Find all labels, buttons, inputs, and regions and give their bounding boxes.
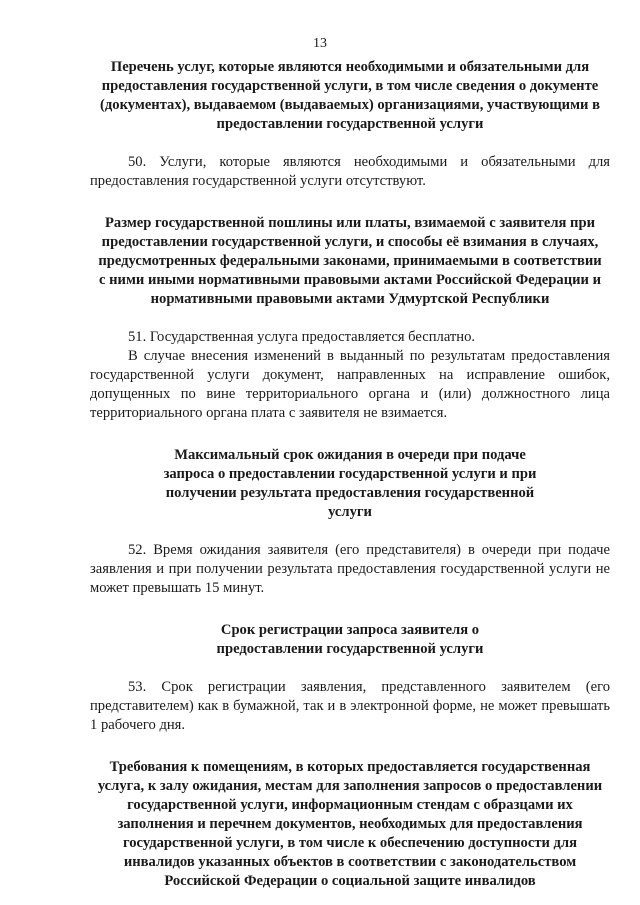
page-number: 13	[313, 36, 327, 51]
section-heading-max-wait-time: Максимальный срок ожидания в очереди при подаче запроса о предоставлении государственной услуги и при получении результата предоставления государственной услуги	[163, 447, 537, 520]
document-body	[90, 58, 610, 891]
paragraph-52: 52. Время ожидания заявителя (его представителя) в очереди при подаче заявления и при получении результата предоставления государственной услуги не может превышать 15 минут.	[90, 542, 610, 596]
section-heading-services-list: Перечень услуг, которые являются необходимыми и обязательными для предоставления государственной услуги, в том числе сведения о документе (документах), выдаваемом (выдаваемых) организациями, участвующими в предоставлении государственной услуги	[100, 59, 600, 132]
paragraph-51-continued: В случае внесения изменений в выданный по результатам предоставления государственной услуги документ, направленных на исправление ошибок, допущенных по вине территориального органа и (или) должностного лица территориального органа плата с заявителя не взимается.	[90, 348, 610, 421]
section-heading-registration-term: Срок регистрации запроса заявителя о предоставлении государственной услуги	[216, 622, 484, 657]
paragraph-51: 51. Государственная услуга предоставляется бесплатно.	[128, 329, 476, 345]
section-heading-premises-requirements: Требования к помещениям, в которых предоставляется государственная услуга, к залу ожидания, местам для заполнения запросов о предоставлении государственной услуги, информационным стендам с образцами их заполнения и перечнем документов, необходимых для предоставления государственной услуги, в том числе к обеспечению доступности для инвалидов указанных объектов в соответствии с законодательством Российской Федерации о социальной защите инвалидов	[97, 759, 603, 889]
paragraph-53: 53. Срок регистрации заявления, представленного заявителем (его представителем) как в бумажной, так и в электронной форме, не может превышать 1 рабочего дня.	[90, 679, 610, 733]
section-heading-state-fee: Размер государственной пошлины или платы, взимаемой с заявителя при предоставлении государственной услуги, и способы её взимания в случаях, предусмотренных федеральными законами, принимаемыми в соответствии с ними иными нормативными правовыми актами Российской Федерации и нормативными правовыми актами Удмуртской Республики	[98, 215, 602, 307]
paragraph-50: 50. Услуги, которые являются необходимыми и обязательными для предоставления государственной услуги отсутствуют.	[90, 154, 610, 189]
